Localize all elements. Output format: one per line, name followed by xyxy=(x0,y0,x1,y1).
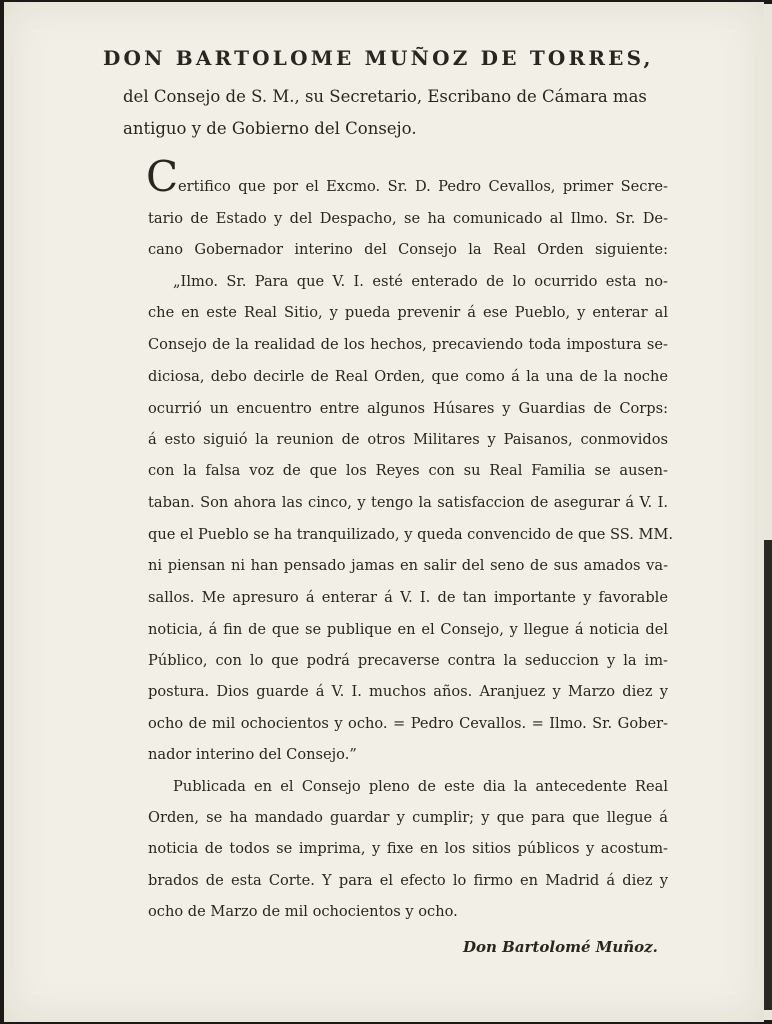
body-line: che en este Real Sitio, y pueda prevenir á ese Pueblo, y enterar al xyxy=(148,304,668,321)
body-line: Publicada en el Consejo pleno de este dia la antecedente Real xyxy=(173,778,668,795)
body-line: taban. Son ahora las cinco, y tengo la satisfaccion de asegurar á V. I. xyxy=(148,494,668,511)
body-line: diciosa, debo decirle de Real Orden, que como á la una de la noche xyxy=(148,368,668,385)
body-line: nador interino del Consejo.” xyxy=(148,746,357,763)
body-line: ocurrió un encuentro entre algunos Húsares y Guardias de Corps: xyxy=(148,400,668,417)
body-line: que el Pueblo se ha tranquilizado, y queda convencido de que SS. MM. xyxy=(148,526,674,543)
body-line: noticia de todos se imprima, y fixe en los sitios públicos y acostum- xyxy=(148,840,668,857)
body-line: postura. Dios guarde á V. I. muchos años. Aranjuez y Marzo diez y xyxy=(148,683,668,700)
body-line: con la falsa voz de que los Reyes con su Real Familia se ausen- xyxy=(148,462,668,479)
body-line: Público, con lo que podrá precaverse contra la seduccion y la im- xyxy=(148,652,668,669)
body-line: Orden, se ha mandado guardar y cumplir; y que para que llegue á xyxy=(148,809,668,826)
body-line: brados de esta Corte. Y para el efecto lo firmo en Madrid á diez y xyxy=(148,872,668,889)
paper-sheet xyxy=(4,2,764,1022)
body-line: cano Gobernador interino del Consejo la Real Orden siguiente: xyxy=(148,241,668,258)
body-line: ocho de Marzo de mil ochocientos y ocho. xyxy=(148,903,458,920)
body-line: sallos. Me apresuro á enterar á V. I. de tan importante y favorable xyxy=(148,589,668,606)
body-line: Consejo de la realidad de los hechos, precaviendo toda impostura se- xyxy=(148,336,668,353)
heading-subtitle-line: antiguo y de Gobierno del Consejo. xyxy=(123,119,417,138)
drop-cap: C xyxy=(146,152,179,201)
document-heading: DON BARTOLOME MUÑOZ DE TORRES, xyxy=(103,46,654,70)
body-line: noticia, á fin de que se publique en el Consejo, y llegue á noticia del xyxy=(148,621,668,638)
body-line: ocho de mil ochocientos y ocho. = Pedro Cevallos. = Ilmo. Sr. Gober- xyxy=(148,715,668,732)
body-line: tario de Estado y del Despacho, se ha comunicado al Ilmo. Sr. De- xyxy=(148,210,668,227)
body-line: ertifico que por el Excmo. Sr. D. Pedro Cevallos, primer Secre- xyxy=(178,178,668,195)
heading-subtitle-line: del Consejo de S. M., su Secretario, Escribano de Cámara mas xyxy=(123,87,647,106)
signature: Don Bartolomé Muñoz. xyxy=(463,938,658,956)
body-line: „Ilmo. Sr. Para que V. I. esté enterado de lo ocurrido esta no- xyxy=(173,273,668,290)
body-line: ni piensan ni han pensado jamas en salir del seno de sus amados va- xyxy=(148,557,668,574)
body-line: á esto siguió la reunion de otros Militares y Paisanos, conmovidos xyxy=(148,431,668,448)
scan-edge xyxy=(764,540,772,1010)
